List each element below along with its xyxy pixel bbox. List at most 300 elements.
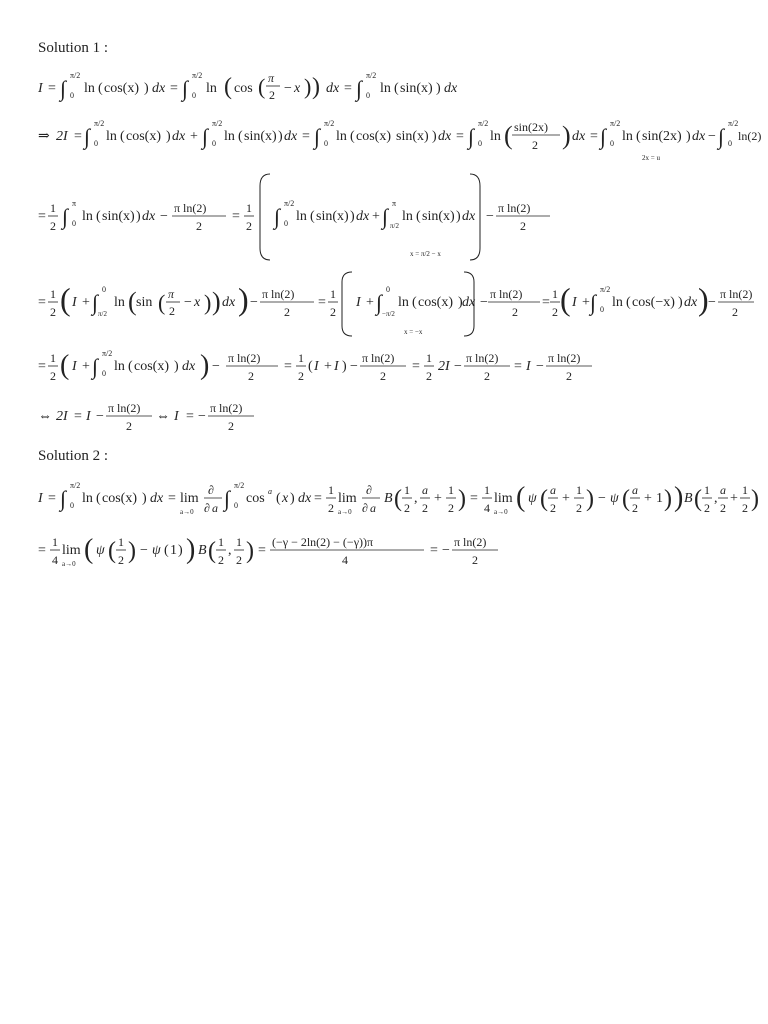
token: 1 — [742, 483, 748, 497]
token: ( — [412, 295, 417, 310]
token: 2 — [404, 501, 410, 515]
paren: ) — [212, 287, 221, 316]
limit-upper: π/2 — [94, 119, 105, 128]
token: , — [414, 491, 418, 506]
token: 1 — [576, 483, 582, 497]
token: lim — [180, 491, 199, 506]
token: 2 — [704, 501, 710, 515]
integral-sign: ∫ — [92, 354, 99, 379]
token: π ln(2) — [210, 401, 243, 415]
implies-sign: ⇒ — [38, 129, 50, 144]
token: ln — [114, 359, 125, 374]
token: sin(2x) — [642, 129, 682, 144]
token: dx — [462, 295, 476, 310]
token: dx — [142, 209, 156, 224]
token: = — [284, 359, 292, 374]
token: ∂ — [366, 483, 372, 497]
token: π ln(2) — [490, 287, 523, 301]
token: ln — [82, 491, 93, 506]
token: + — [324, 359, 332, 374]
token: ) — [178, 543, 183, 558]
token: 1 — [52, 535, 58, 549]
token: cos(x) — [102, 491, 137, 506]
limit-lower: π/2 — [390, 222, 399, 230]
token: 2 — [566, 369, 572, 383]
token: ln — [296, 209, 307, 224]
paren: ) — [246, 538, 254, 564]
token: ln — [206, 81, 217, 96]
token: cos(x) — [356, 129, 391, 144]
token: 2I — [438, 359, 450, 374]
token: ( — [310, 209, 315, 224]
token: − — [250, 295, 258, 310]
token: 2 — [576, 501, 582, 515]
token: ( — [626, 295, 631, 310]
token: = — [314, 491, 322, 506]
limit-lower: 0 — [102, 369, 106, 378]
token: + — [730, 491, 738, 506]
token: 1 — [170, 543, 177, 558]
token: 2 — [550, 501, 556, 515]
token: − — [160, 209, 168, 224]
token: ) — [436, 81, 441, 96]
token: x — [194, 295, 201, 310]
token: B — [384, 491, 393, 506]
token: 1 — [704, 483, 710, 497]
token: + — [582, 295, 590, 310]
paren: ) — [128, 538, 136, 564]
token: cos — [234, 81, 253, 96]
token: B — [198, 543, 207, 558]
token: 4 — [484, 501, 490, 515]
limit-upper: π/2 — [324, 119, 335, 128]
token: π ln(2) — [498, 201, 531, 215]
token: = — [38, 209, 46, 224]
token: I — [572, 295, 577, 310]
token: lim — [62, 543, 81, 558]
token: a — [720, 483, 726, 497]
token: = — [590, 129, 598, 144]
limit-upper: π/2 — [728, 119, 739, 128]
token: 2 — [484, 369, 490, 383]
token: π ln(2) — [720, 287, 753, 301]
token: x — [282, 491, 289, 506]
token: ) — [678, 295, 683, 310]
token: − — [708, 129, 716, 144]
paren: ( — [208, 538, 216, 564]
token: + — [372, 209, 380, 224]
token: = — [170, 81, 178, 96]
token: ( — [164, 543, 169, 558]
token: ) — [136, 209, 141, 224]
token: cos(x) — [104, 81, 139, 96]
limit-upper: π/2 — [192, 71, 203, 80]
token: π ln(2) — [174, 201, 207, 215]
paren: ) — [458, 486, 466, 512]
paren: ) — [674, 482, 684, 513]
token: sin(x) — [396, 129, 429, 144]
integral-sign: ∫ — [590, 290, 597, 315]
token: = — [48, 491, 56, 506]
equation-line-2 — [38, 118, 762, 171]
token: 2 — [328, 501, 334, 515]
token: ( — [128, 359, 133, 374]
token: ( — [96, 491, 101, 506]
token: 2 — [126, 419, 132, 433]
underbrace-note: x = −x — [404, 328, 423, 336]
token: = — [258, 543, 266, 558]
token: 2 — [50, 219, 56, 233]
token: 2 — [196, 219, 202, 233]
token: = — [74, 129, 82, 144]
paren: ) — [312, 74, 320, 100]
token: ( — [98, 81, 103, 96]
token: ∂ — [204, 501, 210, 515]
limit-lower: 0 — [610, 139, 614, 148]
token: ln — [84, 81, 95, 96]
token: ln(2) — [738, 129, 762, 143]
token: = — [74, 409, 82, 424]
token: B — [684, 491, 693, 506]
token: 1 — [118, 535, 124, 549]
limit-upper: π/2 — [478, 119, 489, 128]
token: π ln(2) — [108, 401, 141, 415]
solution-2-heading: Solution 2 : — [38, 448, 109, 464]
token: ( — [394, 81, 399, 96]
token: ( — [636, 129, 641, 144]
token: = — [38, 295, 46, 310]
paren: ) — [186, 534, 196, 565]
limit-upper: π/2 — [366, 71, 377, 80]
token: − — [454, 359, 462, 374]
token: 2 — [298, 369, 304, 383]
limit-lower: 0 — [728, 139, 732, 148]
token: − — [198, 409, 206, 424]
token: 2 — [732, 305, 738, 319]
token: 1 — [484, 483, 490, 497]
token: sin(x) — [102, 209, 135, 224]
token: dx — [326, 81, 340, 96]
token: ) — [278, 129, 283, 144]
integral-sign: ∫ — [468, 124, 475, 149]
integral-sign: ∫ — [84, 124, 91, 149]
token: sin(x) — [422, 209, 455, 224]
token: = — [186, 409, 194, 424]
token: dx — [150, 491, 164, 506]
token: sin(x) — [400, 81, 433, 96]
token: I — [86, 409, 91, 424]
equation-line-4 — [38, 270, 758, 345]
token: 1 — [404, 483, 410, 497]
token: + — [82, 359, 90, 374]
token: 2 — [742, 501, 748, 515]
token: = — [318, 295, 326, 310]
token: dx — [462, 209, 476, 224]
token: ) — [166, 129, 171, 144]
limit-lower: 0 — [324, 139, 328, 148]
paren: ( — [540, 486, 548, 512]
token: 1 — [50, 351, 56, 365]
token: ∂ — [362, 501, 368, 515]
limit-upper: π/2 — [70, 481, 81, 490]
token: = — [168, 491, 176, 506]
token: I — [314, 359, 319, 374]
token: ln — [622, 129, 633, 144]
token: + — [82, 295, 90, 310]
paren: ) — [586, 486, 594, 512]
token: ) — [142, 491, 147, 506]
paren: ) — [204, 290, 212, 315]
token: = — [412, 359, 420, 374]
limit-sub: a→0 — [338, 508, 352, 516]
token: π — [168, 287, 175, 301]
token: cos — [246, 491, 265, 506]
token: 2 — [269, 88, 275, 102]
token: 2 — [246, 219, 252, 233]
token: sin(2x) — [514, 120, 548, 134]
token: dx — [572, 129, 586, 144]
token: a — [632, 483, 638, 497]
paren: ( — [60, 281, 71, 317]
paren: ) — [200, 350, 210, 381]
token: 2 — [632, 501, 638, 515]
limit-lower: π/2 — [98, 310, 107, 318]
paren: ) — [304, 74, 312, 99]
token: I — [72, 295, 77, 310]
limit-lower: 0 — [192, 91, 196, 100]
token: dx — [356, 209, 370, 224]
token: = — [514, 359, 522, 374]
token: = — [430, 543, 438, 558]
token: I — [356, 295, 361, 310]
token: π ln(2) — [466, 351, 499, 365]
token: ln — [398, 295, 409, 310]
limit-lower: 0 — [478, 139, 482, 148]
token: 1 — [448, 483, 454, 497]
equation-line-6 — [38, 398, 338, 445]
token: sin(x) — [244, 129, 277, 144]
token: 1 — [218, 535, 224, 549]
token: = — [344, 81, 352, 96]
token: 2 — [448, 501, 454, 515]
integral-sign: ∫ — [376, 290, 383, 315]
integral-sign: ∫ — [224, 486, 231, 511]
token: ln — [336, 129, 347, 144]
token: ( — [238, 129, 243, 144]
token: dx — [284, 129, 298, 144]
token: 1 — [656, 491, 663, 506]
limit-lower: 0 — [72, 219, 76, 228]
token: dx — [172, 129, 186, 144]
token: ln — [82, 209, 93, 224]
token: 2 — [426, 369, 432, 383]
limit-sub: a→0 — [180, 508, 194, 516]
token: ( — [96, 209, 101, 224]
integral-sign: ∫ — [274, 204, 281, 229]
equation-line-7 — [38, 478, 758, 529]
token: ψ — [610, 491, 619, 506]
limit-lower: 0 — [70, 91, 74, 100]
limit-upper: π/2 — [284, 199, 295, 208]
token: 2I — [56, 129, 68, 144]
token: + — [562, 491, 570, 506]
limit-lower: 0 — [94, 139, 98, 148]
integral-sign: ∫ — [314, 124, 321, 149]
token: dx — [438, 129, 452, 144]
token: 1 — [552, 287, 558, 301]
token: ( — [350, 129, 355, 144]
token: 1 — [426, 351, 432, 365]
token: a — [268, 487, 272, 496]
token: + — [366, 295, 374, 310]
paren: ( — [560, 281, 571, 317]
token: I — [526, 359, 531, 374]
token: + — [190, 129, 198, 144]
token: dx — [684, 295, 698, 310]
limit-sub: a→0 — [494, 508, 508, 516]
token: 2 — [520, 219, 526, 233]
token: a — [212, 501, 218, 515]
token: , — [228, 543, 232, 558]
token: = — [232, 209, 240, 224]
token: 2 — [50, 369, 56, 383]
token: 2 — [248, 369, 254, 383]
token: 2 — [472, 553, 478, 567]
token: π ln(2) — [454, 535, 487, 549]
paren: ) — [751, 486, 759, 512]
limit-lower: 0 — [600, 305, 604, 314]
token: 1 — [236, 535, 242, 549]
token: , — [714, 491, 718, 506]
token: 2 — [218, 553, 224, 567]
token: 2 — [380, 369, 386, 383]
token: 2 — [50, 305, 56, 319]
token: ) — [350, 209, 355, 224]
token: − — [536, 359, 544, 374]
limit-lower: 0 — [366, 91, 370, 100]
token: cos(−x) — [632, 295, 675, 310]
token: ( — [308, 359, 313, 374]
token: 2 — [284, 305, 290, 319]
token: + — [434, 491, 442, 506]
limit-upper: π/2 — [70, 71, 81, 80]
token: ln — [612, 295, 623, 310]
paren: ( — [504, 121, 513, 150]
token: ln — [380, 81, 391, 96]
token: lim — [338, 491, 357, 506]
token: − — [184, 295, 192, 310]
token: 1 — [50, 201, 56, 215]
token: − — [480, 295, 488, 310]
token: ) — [174, 359, 179, 374]
token: ( — [276, 491, 281, 506]
token: sin — [136, 295, 153, 310]
token: 2 — [236, 553, 242, 567]
token: ( — [120, 129, 125, 144]
token: ln — [402, 209, 413, 224]
token: a — [370, 501, 376, 515]
token: π ln(2) — [362, 351, 395, 365]
token: 2 — [512, 305, 518, 319]
token: ln — [224, 129, 235, 144]
token: = — [456, 129, 464, 144]
token: ) — [290, 491, 295, 506]
token: ) — [458, 295, 463, 310]
paren: ) — [698, 281, 709, 317]
token: − — [486, 209, 494, 224]
token: dx — [444, 81, 458, 96]
integral-sign: ∫ — [382, 204, 389, 229]
token: = — [38, 359, 46, 374]
token: ln — [490, 129, 501, 144]
token: I — [72, 359, 77, 374]
token: dx — [692, 129, 706, 144]
token: = — [48, 81, 56, 96]
token: x — [294, 81, 301, 96]
token: 1 — [50, 287, 56, 301]
token: dx — [152, 81, 166, 96]
iff-sign: ⇔ — [156, 409, 170, 424]
underbrace-note: x = π/2 − x — [410, 250, 441, 258]
token: 2I — [56, 409, 68, 424]
integral-sign: ∫ — [600, 124, 607, 149]
integral-sign: ∫ — [356, 76, 363, 101]
token: ψ — [96, 543, 105, 558]
token: ) — [456, 209, 461, 224]
token: lim — [494, 491, 513, 506]
token: cos(x) — [134, 359, 169, 374]
paren: ) — [238, 281, 249, 317]
token: 2 — [532, 138, 538, 152]
token: I — [334, 359, 339, 374]
token: π ln(2) — [228, 351, 261, 365]
token: π — [268, 71, 275, 85]
integral-sign: ∫ — [62, 204, 69, 229]
token: dx — [182, 359, 196, 374]
token: (−γ − 2ln(2) − (−γ))π — [272, 535, 374, 549]
token: a — [550, 483, 556, 497]
token: − — [140, 543, 148, 558]
token: 2 — [552, 305, 558, 319]
paren: ) — [664, 486, 672, 512]
token: π ln(2) — [548, 351, 581, 365]
token: sin(x) — [316, 209, 349, 224]
token: π ln(2) — [262, 287, 295, 301]
limit-upper: π/2 — [212, 119, 223, 128]
integral-sign: ∫ — [718, 124, 725, 149]
token: = — [542, 295, 550, 310]
token: I — [38, 491, 43, 506]
paren: ( — [622, 486, 630, 512]
limit-lower: 0 — [70, 501, 74, 510]
token: ) — [432, 129, 437, 144]
paren: ( — [158, 290, 166, 315]
limit-upper: π/2 — [610, 119, 621, 128]
token: 4 — [52, 553, 58, 567]
equation-line-5 — [38, 348, 758, 395]
token: 2 — [228, 419, 234, 433]
limit-sub: a→0 — [62, 560, 76, 568]
limit-upper: π/2 — [102, 349, 113, 358]
limit-upper: π — [392, 199, 397, 208]
limit-upper: 0 — [386, 285, 390, 294]
token: − — [442, 543, 450, 558]
token: cos(x) — [126, 129, 161, 144]
token: cos(x) — [418, 295, 453, 310]
token: ψ — [528, 491, 537, 506]
token: − — [708, 295, 716, 310]
token: − — [212, 359, 220, 374]
